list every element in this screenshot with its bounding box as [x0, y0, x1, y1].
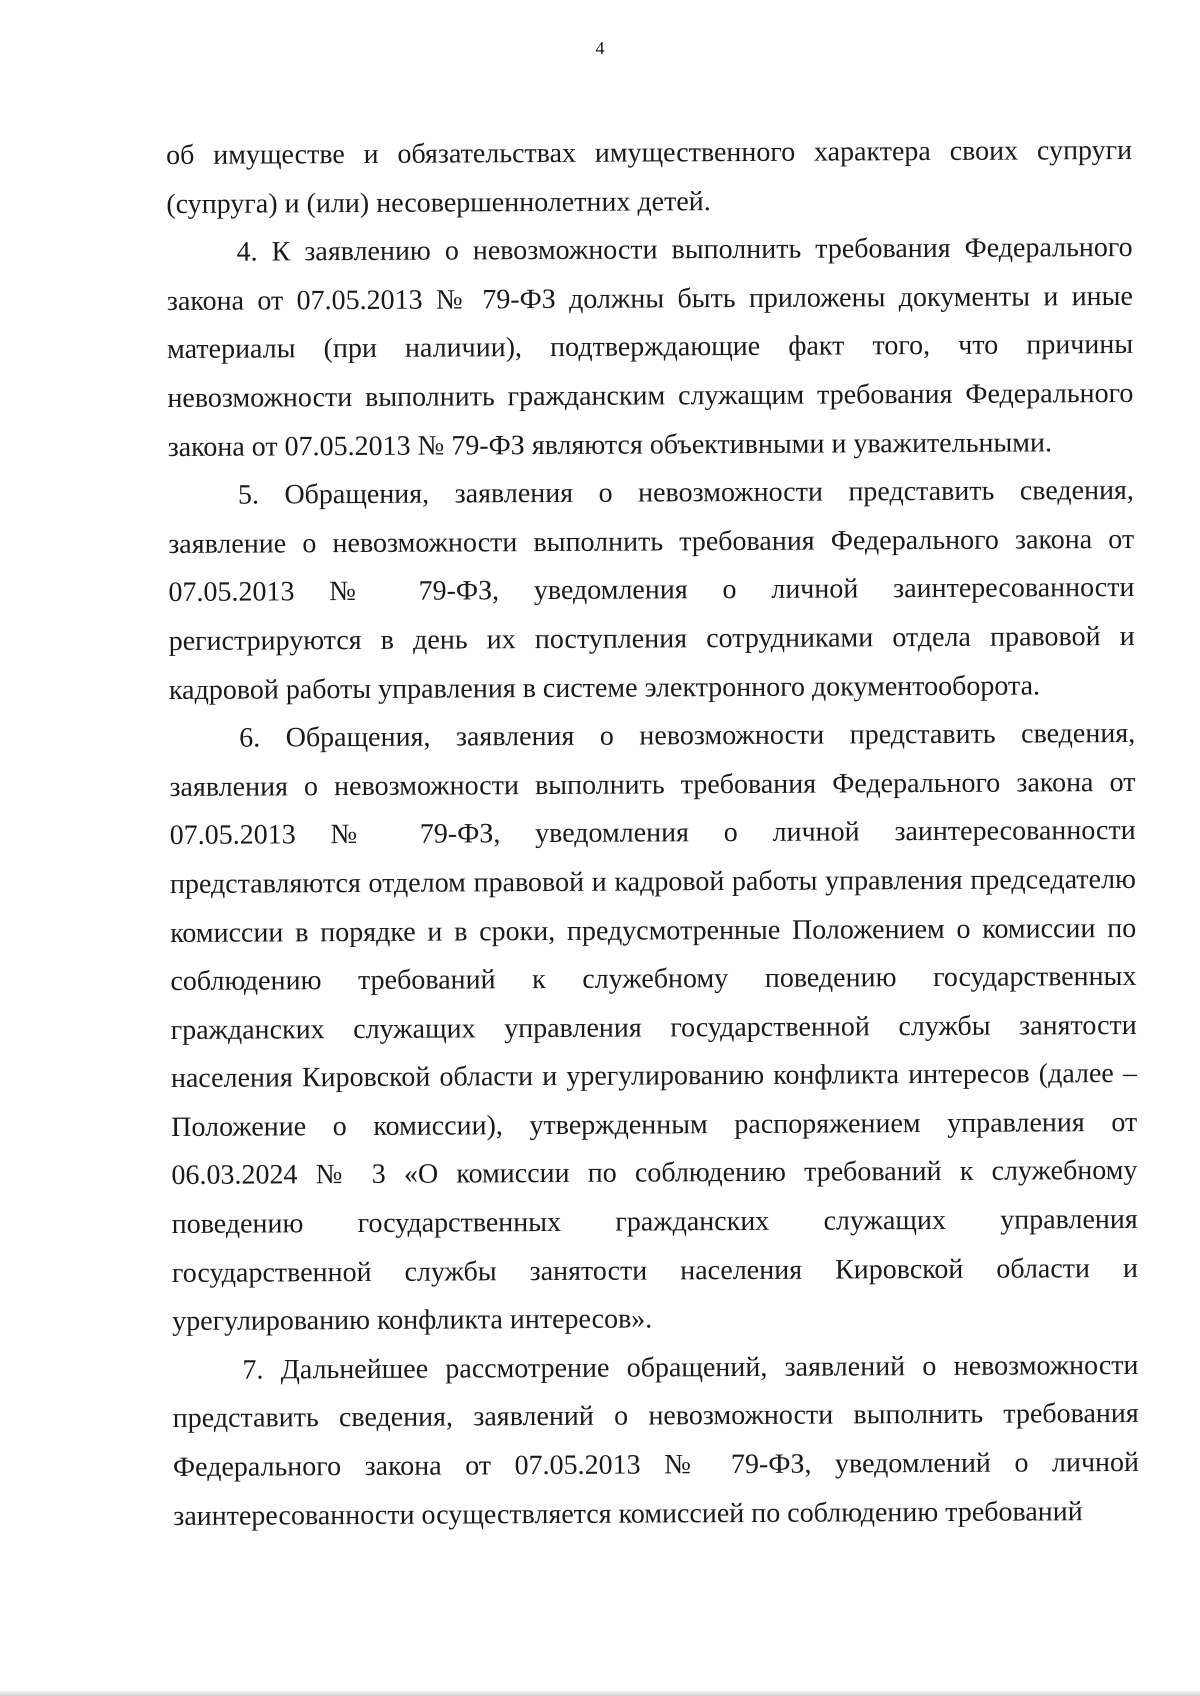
- paragraph-5: 5. Обращения, заявления о невозможности представить сведения, заявление о невозможности выполнить требования Федерального закона от 07.05.2013 № 79-ФЗ, уведомления о личной заинтересованности регистрируются в день их поступления сотрудниками отдела правовой и кадровой работы управления в системе электронного документооборота.: [168, 475, 1135, 706]
- paragraph-6: 6. Обращения, заявления о невозможности представить сведения, заявления о невозможности выполнить требования Федерального закона от 07.05.2013 № 79-ФЗ, уведомления о личной заинтересованности представляются отделом правовой и кадровой работы управления председателю комиссии в порядке и в сроки, предусмотренные Положением о комиссии по соблюдению требований к служебному поведению государственных гражданских служащих управления государственной службы занятости населения Кировской области и урегулированию конфликта интересов (далее – Положение о комиссии), утвержденным распоряжением управления от 06.03.2024 № 3 «О комиссии по соблюдению требований к служебному поведению государственных гражданских служащих управления государственной службы занятости населения Кировской области и урегулированию конфликта интересов».: [169, 718, 1139, 1338]
- paragraph-continued: об имуществе и обязательствах имущественного характера своих супруги (супруга) и (или) несовершеннолетних детей.: [166, 134, 1133, 220]
- page-number: 4: [595, 38, 605, 58]
- scan-bottom-edge: [0, 1690, 1200, 1696]
- paragraph-4: 4. К заявлению о невозможности выполнить требования Федерального закона от 07.05.2013 № 79-ФЗ должны быть приложены документы и иные материалы (при наличии), подтверждающие факт того, что причины невозможности выполнить гражданским служащим требования Федерального закона от 07.05.2013 № 79-ФЗ являются объективными и уважительными.: [166, 232, 1134, 463]
- document-body: [166, 127, 1139, 1541]
- paragraph-7: 7. Дальнейшее рассмотрение обращений, заявлений о невозможности представить сведения, заявлений о невозможности выполнить требования Федерального закона от 07.05.2013 № 79-ФЗ, уведомлений о личной заинтересованности осуществляется комиссией по соблюдению требований: [172, 1349, 1140, 1532]
